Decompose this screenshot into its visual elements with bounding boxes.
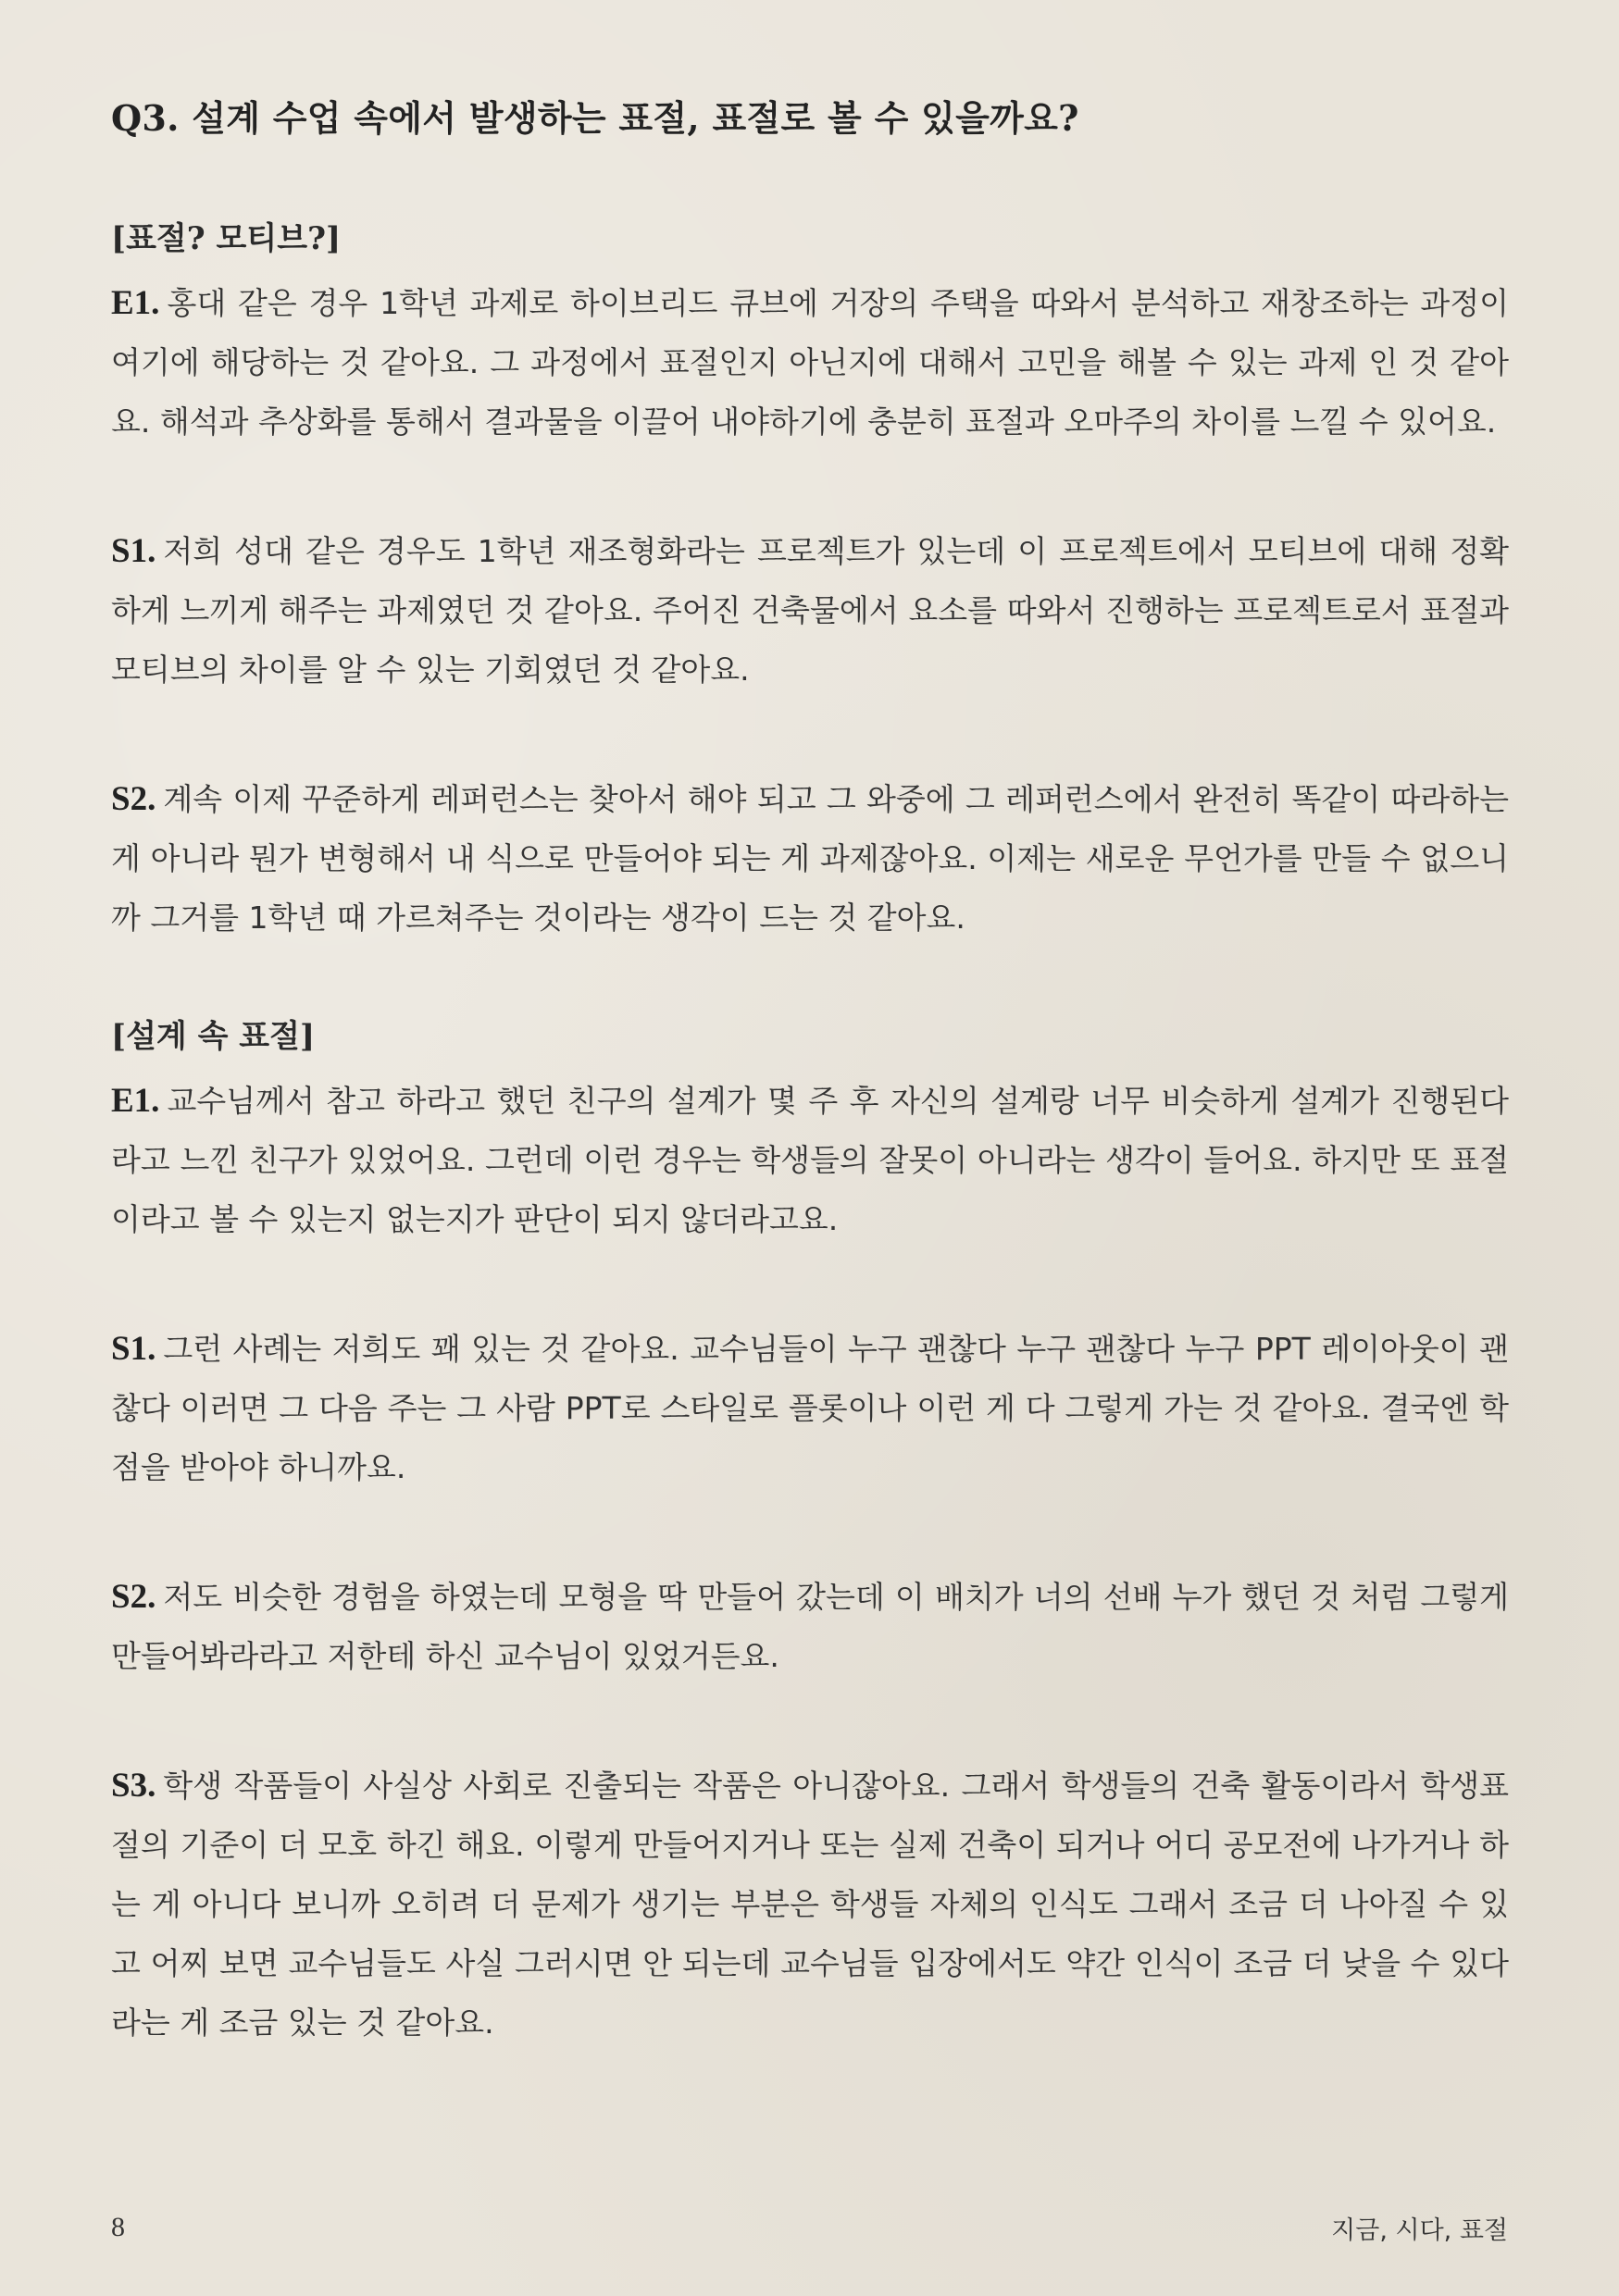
speaker-label: E1. xyxy=(111,1082,160,1120)
speaker-label: S1. xyxy=(111,532,156,570)
paragraph-text: 교수님께서 참고 하라고 했던 친구의 설계가 몇 주 후 자신의 설계랑 너무 비슷하게 설계가 진행된다라고 느낀 친구가 있었어요. 그런데 이런 경우는 학생들의 잘못이 아니라는 생각이 들어요. 하지만 또 표절이라고 볼 수 있는지 없는지가 판단이 되지 않더라고요. xyxy=(111,1083,1509,1237)
paragraph xyxy=(111,274,1509,452)
paragraph xyxy=(111,1072,1509,1249)
speaker-label: E1. xyxy=(111,284,160,322)
speaker-label: S2. xyxy=(111,780,156,818)
paragraph xyxy=(111,1756,1509,2053)
speaker-label: S3. xyxy=(111,1767,156,1805)
publication-title: 지금, 시다, 표절 xyxy=(1331,2216,1508,2245)
paragraph xyxy=(111,1320,1509,1497)
paragraph xyxy=(111,522,1509,700)
section-title: [표절? 모티브?] xyxy=(111,220,342,257)
paragraph-text: 학생 작품들이 사실상 사회로 진출되는 작품은 아니잖아요. 그래서 학생들의 건축 활동이라서 학생표절의 기준이 더 모호 하긴 해요. 이렇게 만들어지거나 또는 실제 건축이 되거나 어디 공모전에 나가거나 하는 게 아니다 보니까 오히려 더 문제가 생기는 부분은 학생들 자체의 인식도 그래서 조금 더 나아질 수 있고 어찌 보면 교수님들도 사실 그러시면 안 되는데 교수님들 입장에서도 약간 인식이 조금 더 낮을 수 있다라는 게 조금 있는 것 같아요. xyxy=(111,1768,1509,2041)
page-content xyxy=(111,91,1509,2123)
section-motif xyxy=(111,211,1509,948)
paragraph-text: 계속 이제 꾸준하게 레퍼런스는 찾아서 해야 되고 그 와중에 그 레퍼런스에서 완전히 똑같이 따라하는 게 아니라 뭔가 변형해서 내 식으로 만들어야 되는 게 과제잖아요. 이제는 새로운 무언가를 만들 수 없으니까 그거를 1학년 때 가르쳐주는 것이라는 생각이 드는 것 같아요. xyxy=(111,781,1509,936)
paragraph-text: 저도 비슷한 경험을 하였는데 모형을 딱 만들어 갔는데 이 배치가 너의 선배 누가 했던 것 처럼 그렇게 만들어봐라라고 저한테 하신 교수님이 있었거든요. xyxy=(111,1579,1509,1674)
page-number: 8 xyxy=(111,2212,125,2242)
speaker-label: S2. xyxy=(111,1578,156,1616)
paragraph xyxy=(111,1568,1509,1686)
section-design-plagiarism xyxy=(111,1009,1509,2053)
paragraph-text: 저희 성대 같은 경우도 1학년 재조형화라는 프로젝트가 있는데 이 프로젝트에서 모티브에 대해 정확하게 느끼게 해주는 과제였던 것 같아요. 주어진 건축물에서 요소를 따와서 진행하는 프로젝트로서 표절과 모티브의 차이를 알 수 있는 기회였던 것 같아요. xyxy=(111,533,1509,688)
paragraph-text: 그런 사례는 저희도 꽤 있는 것 같아요. 교수님들이 누구 괜찮다 누구 괜찮다 누구 PPT 레이아웃이 괜찮다 이러면 그 다음 주는 그 사람 PPT로 스타일로 플롯이나 이런 게 다 그렇게 가는 것 같아요. 결국엔 학점을 받아야 하니까요. xyxy=(111,1331,1509,1485)
paragraph-text: 홍대 같은 경우 1학년 과제로 하이브리드 큐브에 거장의 주택을 따와서 분석하고 재창조하는 과정이 여기에 해당하는 것 같아요. 그 과정에서 표절인지 아닌지에 대해서 고민을 해볼 수 있는 과제 인 것 같아요. 해석과 추상화를 통해서 결과물을 이끌어 내야하기에 충분히 표절과 오마주의 차이를 느낄 수 있어요. xyxy=(111,285,1509,440)
speaker-label: S1. xyxy=(111,1330,156,1368)
section-title: [설계 속 표절] xyxy=(111,1018,316,1055)
paragraph xyxy=(111,770,1509,948)
question-title: Q3. 설계 수업 속에서 발생하는 표절, 표절로 볼 수 있을까요? xyxy=(111,97,1079,139)
